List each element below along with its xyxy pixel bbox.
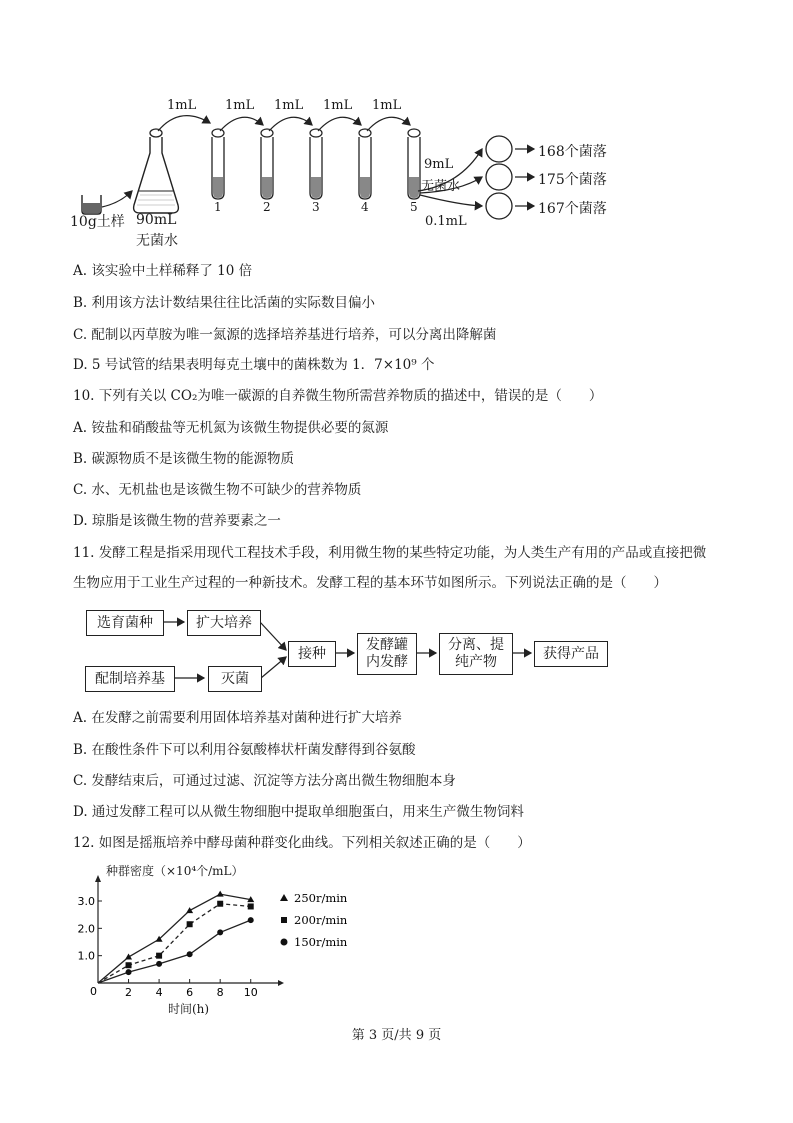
- data-point: [126, 962, 132, 968]
- flask-icon: [134, 129, 179, 213]
- test-tube-icon: [408, 129, 420, 199]
- tube-water-volume-label: 9mL: [424, 157, 454, 172]
- flow-step-label: 分离、提: [448, 637, 504, 654]
- data-point: [186, 907, 193, 913]
- flow-step-sterilize: [208, 666, 262, 692]
- q9-option-d: D. 5 号试管的结果表明每克土壤中的菌株数为 1．7×10⁹ 个: [73, 357, 435, 373]
- tube-number: 3: [312, 200, 320, 214]
- transfer-volume-label: 1mL: [274, 98, 304, 113]
- flow-step-label: 发酵罐: [366, 637, 408, 654]
- chart-y-label: 种群密度（×10⁴个/mL）: [106, 864, 244, 878]
- flow-step-label: 接种: [298, 645, 326, 662]
- x-tick-label: 8: [216, 986, 224, 999]
- plating-volume-label: 0.1mL: [425, 214, 467, 229]
- flow-step-label: 内发酵: [366, 654, 408, 670]
- data-point: [217, 929, 223, 935]
- transfer-volume-label: 1mL: [323, 98, 353, 113]
- petri-dish-icon: [486, 193, 512, 219]
- soil-sample-label: 10g土样: [70, 214, 125, 230]
- q10-option-a: A. 铵盐和硝酸盐等无机氮为该微生物提供必要的氮源: [73, 420, 389, 436]
- legend-label: 200r/min: [294, 913, 348, 927]
- y-tick-label: 3.0: [78, 895, 95, 908]
- series-line: [98, 904, 251, 983]
- petri-dish-icon: [486, 164, 512, 190]
- y-axis-arrow: [95, 875, 101, 882]
- flask-volume-label: 90mL: [136, 212, 177, 228]
- q12-stem: 12. 如图是摇瓶培养中酵母菌种群变化曲线。下列相关叙述正确的是（ ）: [73, 835, 531, 851]
- q11-stem-line2: 生物应用于工业生产过程的一种新技术。发酵工程的基本环节如图所示。下列说法正确的是（ ）: [73, 575, 667, 591]
- q11-option-d: D. 通过发酵工程可以从微生物细胞中提取单细胞蛋白，用来生产微生物饲料: [73, 804, 524, 820]
- flow-step-label: 选育菌种: [97, 614, 153, 631]
- data-point: [125, 954, 132, 960]
- q11-option-b: B. 在酸性条件下可以利用谷氨酸棒状杆菌发酵得到谷氨酸: [73, 742, 416, 758]
- tube-number: 4: [361, 200, 369, 214]
- tube-number: 2: [263, 200, 271, 214]
- series-line: [98, 920, 251, 983]
- q10-option-b: B. 碳源物质不是该微生物的能源物质: [73, 451, 295, 467]
- flow-step-label: 获得产品: [543, 645, 599, 662]
- flow-step-label: 纯产物: [455, 654, 497, 670]
- q11-option-c: C. 发酵结束后，可通过过滤、沉淀等方法分离出微生物细胞本身: [73, 773, 456, 789]
- data-point: [248, 903, 254, 909]
- tube-number: 1: [214, 200, 222, 214]
- test-tube-icon: [310, 129, 322, 199]
- legend-label: 250r/min: [294, 891, 348, 905]
- q9-option-c: C. 配制以丙草胺为唯一氮源的选择培养基进行培养，可以分离出降解菌: [73, 327, 497, 343]
- chart-x-label: 时间(h): [168, 1002, 210, 1016]
- fermentation-flowchart: [80, 605, 620, 695]
- flow-step-product: [534, 641, 608, 667]
- legend-marker: [281, 917, 287, 923]
- flow-step-label: 灭菌: [221, 670, 249, 687]
- origin-label: 0: [90, 985, 97, 998]
- tube-number: 5: [410, 200, 418, 214]
- colony-count-label: 175个菌落: [538, 172, 607, 188]
- flow-step-ferment: [357, 633, 417, 675]
- series-line: [98, 894, 251, 983]
- flow-step-prepare-medium: [85, 666, 175, 692]
- legend-marker: [280, 894, 288, 901]
- colony-count-label: 167个菌落: [538, 201, 607, 217]
- chart-plot: [78, 860, 378, 1020]
- page-footer: 第 3 页/共 9 页: [351, 1028, 442, 1043]
- legend-marker: [281, 939, 288, 946]
- test-tubes: [212, 129, 420, 199]
- data-point: [187, 951, 193, 957]
- data-point: [126, 969, 132, 975]
- test-tube-icon: [261, 129, 273, 199]
- legend-label: 150r/min: [294, 935, 348, 949]
- x-tick-label: 10: [243, 986, 258, 999]
- yeast-population-chart: [78, 860, 378, 1020]
- q10-stem: 10. 下列有关以 CO₂为唯一碳源的自养微生物所需营养物质的描述中，错误的是（ ）: [73, 388, 603, 404]
- data-point: [248, 917, 254, 923]
- y-tick-label: 1.0: [78, 949, 95, 963]
- x-axis-arrow: [278, 980, 284, 986]
- tube-water-label: 无菌水: [421, 179, 461, 194]
- x-tick-label: 6: [186, 986, 194, 999]
- q11-stem-line1: 11. 发酵工程是指采用现代工程技术手段，利用微生物的某些特定功能，为人类生产有用的产品或直接把微: [73, 545, 707, 561]
- data-point: [156, 953, 162, 959]
- q11-option-a: A. 在发酵之前需要利用固体培养基对菌种进行扩大培养: [73, 710, 402, 726]
- data-point: [156, 961, 162, 967]
- q9-option-b: B. 利用该方法计数结果往往比活菌的实际数目偏小: [73, 295, 376, 311]
- transfer-volume-label: 1mL: [225, 98, 255, 113]
- data-point: [217, 901, 223, 907]
- x-tick-label: 2: [125, 986, 133, 999]
- test-tube-icon: [212, 129, 224, 199]
- petri-dish-icon: [486, 136, 512, 162]
- flask-water-label: 无菌水: [136, 233, 178, 249]
- flow-step-expand-culture: [187, 610, 261, 636]
- data-point: [217, 891, 224, 897]
- q10-option-d: D. 琼脂是该微生物的营养要素之一: [73, 513, 281, 529]
- flow-step-separate: [439, 633, 513, 675]
- flow-step-select-strain: [86, 610, 164, 636]
- flow-step-inoculate: [288, 641, 336, 667]
- x-tick-label: 4: [155, 986, 163, 999]
- q9-option-a: A. 该实验中土样稀释了 10 倍: [73, 263, 253, 279]
- test-tube-icon: [359, 129, 371, 199]
- flow-step-label: 配制培养基: [95, 670, 165, 687]
- data-point: [187, 921, 193, 927]
- transfer-volume-label: 1mL: [372, 98, 402, 113]
- y-tick-label: 2.0: [78, 922, 95, 936]
- flow-step-label: 扩大培养: [196, 614, 252, 631]
- transfer-volume-label: 1mL: [167, 98, 197, 113]
- q10-option-c: C. 水、无机盐也是该微生物不可缺少的营养物质: [73, 482, 362, 498]
- colony-count-label: 168个菌落: [538, 144, 607, 160]
